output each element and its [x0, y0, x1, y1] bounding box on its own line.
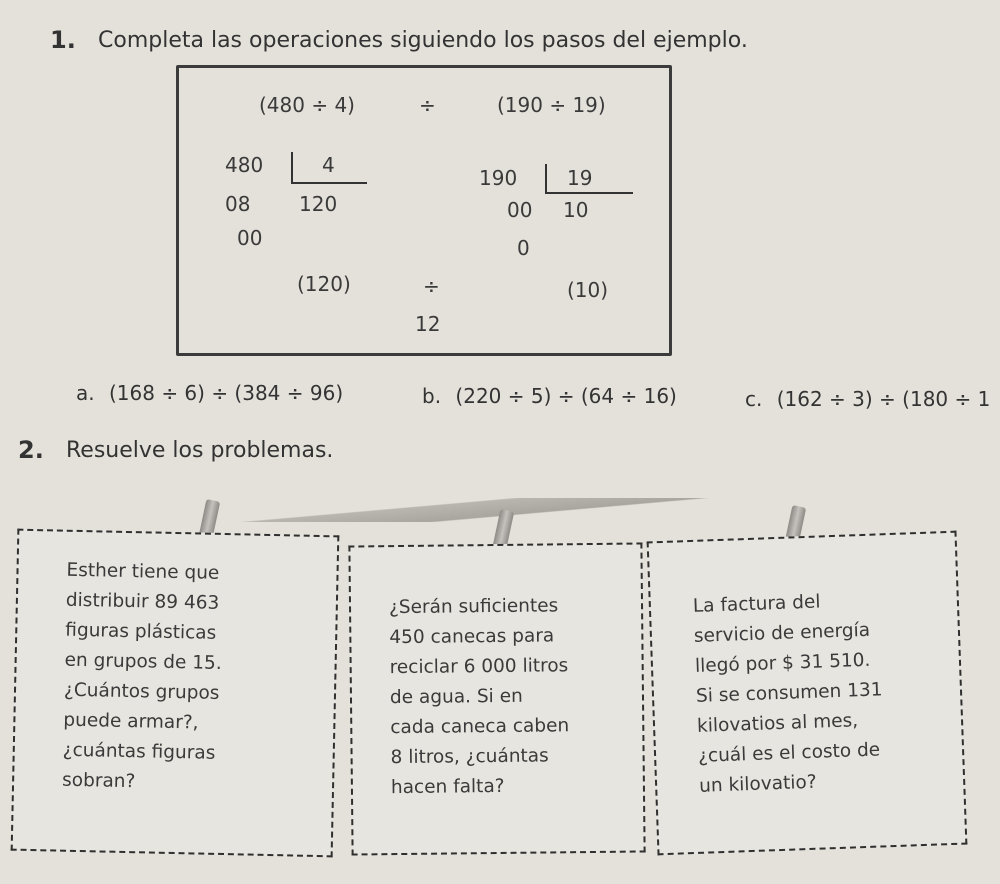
exercise-item-a: [76, 381, 343, 405]
division-1-divisor: 4: [322, 153, 335, 177]
division-2-remainder-step-1: 00: [507, 198, 533, 222]
example-box: [176, 65, 672, 356]
exercise-item-b-expression: (220 ÷ 5) ÷ (64 ÷ 16): [455, 384, 677, 408]
exercise-item-b: [422, 384, 677, 408]
exercise-item-a-label: a.: [76, 381, 95, 405]
division-2-remainder-step-2: 0: [517, 236, 530, 260]
division-2-bracket-horizontal: [545, 192, 633, 194]
exercise-2-instruction: Resuelve los problemas.: [66, 438, 334, 463]
example-result: 12: [415, 312, 441, 336]
exercise-item-a-expression: (168 ÷ 6) ÷ (384 ÷ 96): [108, 381, 344, 405]
example-left-operation: (480 ÷ 4): [259, 93, 355, 117]
exercise-item-c: [745, 387, 990, 411]
division-1-quotient: 120: [299, 192, 338, 216]
division-2-divisor: 19: [567, 166, 593, 190]
division-2-dividend: 190: [479, 166, 518, 190]
exercise-1-instruction: Completa las operaciones siguiendo los pasos del ejemplo.: [98, 28, 748, 53]
problem-card-1: [11, 529, 340, 858]
problem-card-3: [647, 531, 968, 856]
exercise-item-b-label: b.: [422, 384, 442, 408]
result-left: (120): [297, 272, 351, 296]
result-right: (10): [567, 278, 609, 302]
division-1-remainder-step-1: 08: [225, 192, 251, 216]
example-right-operation: (190 ÷ 19): [497, 93, 606, 117]
division-1-bracket-vertical: [291, 152, 293, 184]
exercise-item-c-label: c.: [745, 387, 763, 411]
problem-card-2: [348, 542, 645, 855]
result-operator: ÷: [423, 274, 440, 298]
division-1-bracket-horizontal: [291, 182, 367, 184]
problem-card-2-text: ¿Serán suficientes 450 canecas para reciclar 6 000 litros de agua. Si en cada caneca caben 8 litros, ¿cuántas hacen falta?: [388, 595, 570, 799]
problem-card-3-text: La factura del servicio de energía llegó por $ 31 510. Si se consumen 131 kilovatios al mes, ¿cuál es el costo de un kilovatio?: [692, 591, 883, 797]
division-1-remainder-step-2: 00: [237, 226, 263, 250]
division-1-dividend: 480: [225, 153, 264, 177]
problem-card-1-text: Esther tiene que distribuir 89 463 figuras plásticas en grupos de 15. ¿Cuántos grupos puede armar?, ¿cuántas figuras sobran?: [61, 559, 222, 793]
division-2-bracket-vertical: [545, 164, 547, 194]
exercise-item-c-expression: (162 ÷ 3) ÷ (180 ÷ 1: [776, 387, 991, 411]
exercise-2-number: 2.: [18, 436, 44, 464]
exercise-1-number: 1.: [50, 26, 76, 54]
division-2-quotient: 10: [563, 198, 589, 222]
example-operator: ÷: [419, 93, 436, 117]
